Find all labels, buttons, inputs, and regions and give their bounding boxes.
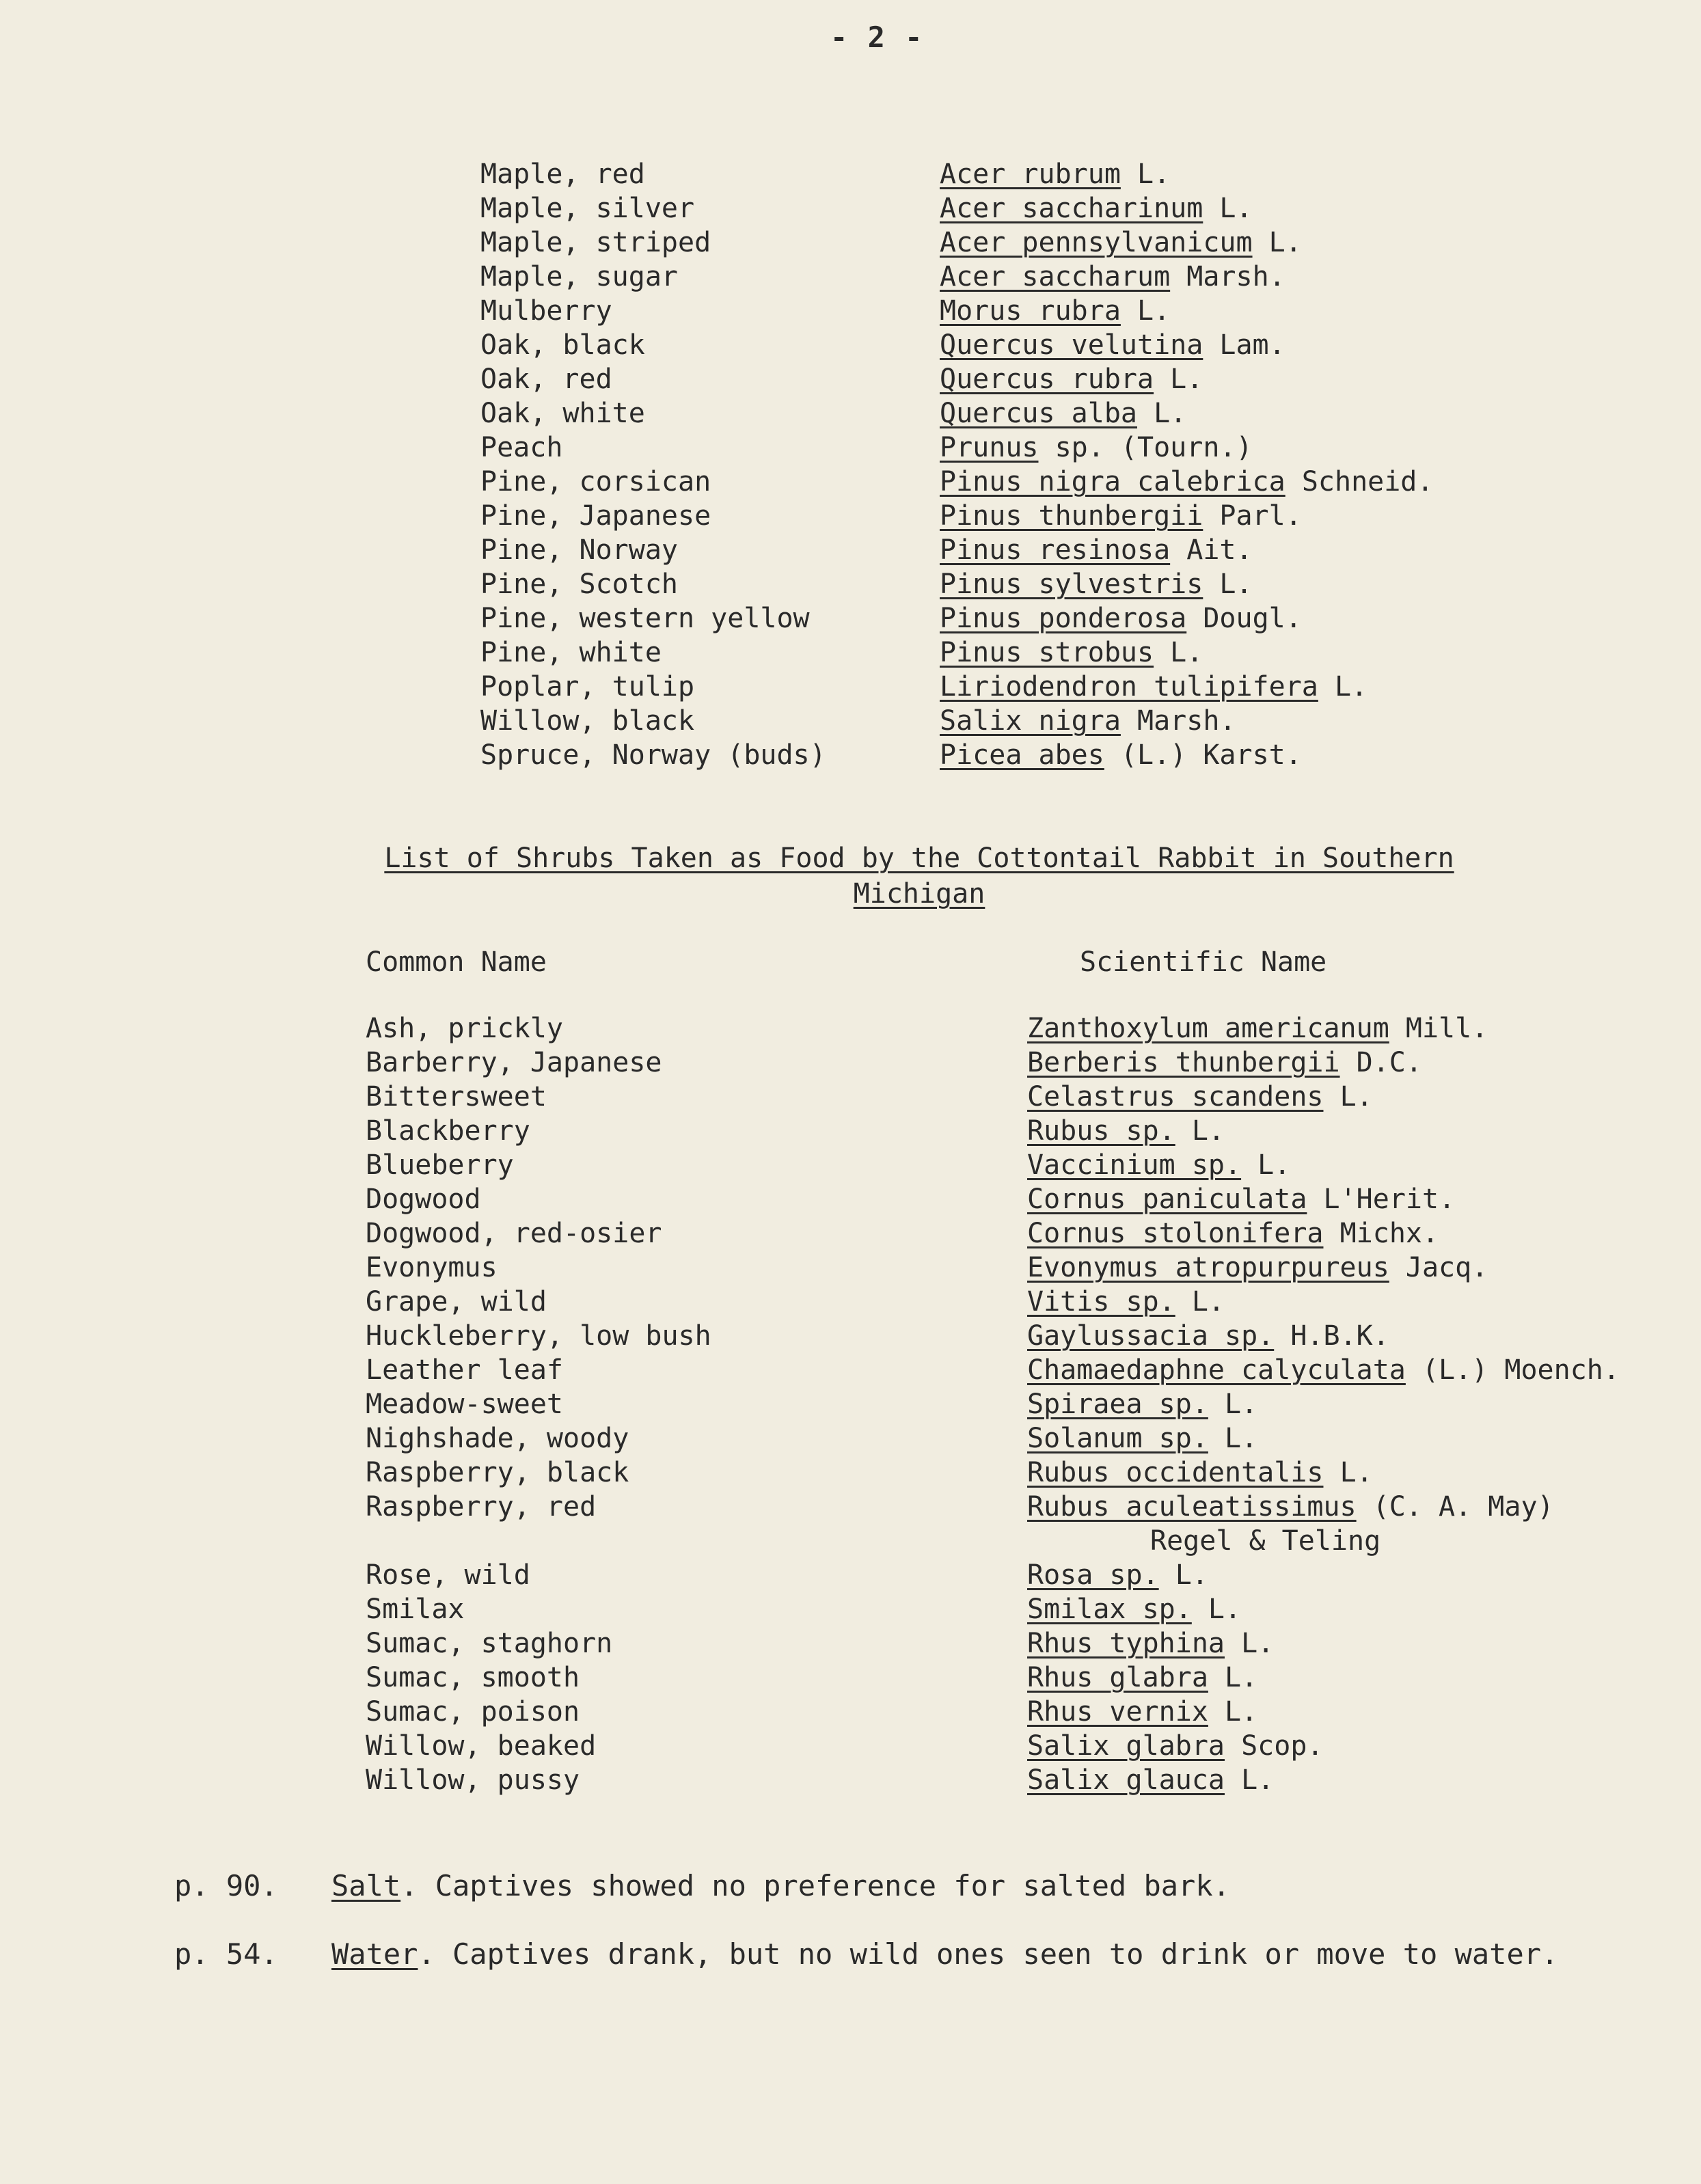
shrub-binomial: Rosa sp. [1027,1559,1159,1591]
tree-binomial: Quercus alba [940,398,1137,429]
tree-authority: (L.) Karst. [1104,739,1302,771]
tree-binomial: Prunus [940,432,1039,463]
shrub-binomial: Spiraea sp. [1027,1389,1208,1420]
tree-authority: Marsh. [1170,261,1285,292]
shrub-scientific-name [1027,1353,1620,1387]
shrub-common-name: Huckleberry, low bush [366,1320,711,1352]
tree-common-name: Pine, western yellow [480,603,810,634]
tree-scientific-name [940,191,1253,226]
shrub-scientific-name [1027,1729,1323,1763]
tree-binomial: Pinus nigra calebrica [940,466,1285,497]
tree-common-name: Poplar, tulip [480,671,695,702]
shrub-authority: L. [1175,1115,1225,1147]
note-topic: Water [331,1937,418,1971]
shrub-common-name: Smilax [366,1594,465,1625]
shrub-scientific-name [1027,1661,1257,1695]
shrub-binomial: Evonymus atropurpureus [1027,1252,1389,1283]
note-item [174,1937,1558,1971]
shrub-scientific-name [1027,1695,1257,1729]
shrub-scientific-name [1027,1011,1488,1046]
tree-common-name: Peach [480,432,563,463]
shrub-binomial: Berberis thunbergii [1027,1047,1340,1078]
shrub-scientific-name [1027,1319,1389,1353]
shrub-common-name: Barberry, Japanese [366,1047,662,1078]
shrub-binomial: Rhus typhina [1027,1628,1225,1659]
tree-authority: Schneid. [1285,466,1434,497]
shrub-common-name: Sumac, smooth [366,1662,580,1693]
shrub-scientific-name [1027,1251,1488,1285]
tree-common-name: Pine, Norway [480,534,678,566]
tree-common-name: Spruce, Norway (buds) [480,739,826,771]
shrub-common-name: Evonymus [366,1252,498,1283]
shrub-binomial: Rhus glabra [1027,1662,1208,1693]
shrub-authority: L. [1323,1457,1373,1488]
tree-authority: L. [1120,295,1171,327]
tree-authority: L. [1252,227,1302,258]
tree-scientific-name [940,499,1302,533]
tree-common-name: Pine, Japanese [480,500,711,532]
tree-binomial: Picea abes [940,739,1104,771]
shrub-scientific-name [1027,1558,1208,1592]
shrub-scientific-name [1027,1421,1257,1456]
shrub-scientific-name [1027,1046,1422,1080]
shrubs-list-title [362,841,1476,912]
shrub-scientific-name [1027,1216,1439,1251]
tree-authority: L. [1318,671,1368,702]
shrub-authority: L. [1158,1559,1208,1591]
shrub-authority: L. [1224,1764,1275,1796]
shrub-scientific-name [1027,1182,1455,1216]
shrub-common-name: Blueberry [366,1149,514,1181]
page-number: - 2 - [830,21,924,54]
tree-authority: L. [1154,637,1203,668]
tree-common-name: Oak, white [480,398,645,429]
tree-binomial: Pinus resinosa [940,534,1171,566]
note-page-ref: p. 54. [174,1937,278,1971]
tree-scientific-name [940,465,1433,499]
shrub-binomial: Salix glauca [1027,1764,1225,1796]
shrub-common-name: Willow, pussy [366,1764,580,1796]
shrub-binomial: Smilax sp. [1027,1594,1192,1625]
shrub-common-name: Sumac, poison [366,1696,580,1728]
tree-binomial: Pinus sylvestris [940,569,1203,600]
shrub-scientific-name [1027,1387,1257,1421]
tree-common-name: Oak, black [480,329,645,361]
tree-authority: L. [1203,569,1253,600]
tree-scientific-name [940,704,1236,738]
note-topic: Salt [331,1869,401,1902]
shrub-authority: Jacq. [1389,1252,1488,1283]
shrub-binomial: Gaylussacia sp. [1027,1320,1275,1352]
shrub-authority: L. [1175,1286,1225,1318]
shrub-common-name: Rose, wild [366,1559,530,1591]
shrub-authority: Mill. [1389,1013,1488,1044]
shrubs-title-line2: Michigan [853,878,985,910]
shrub-common-name: Blackberry [366,1115,530,1147]
shrub-binomial: Salix glabra [1027,1730,1225,1762]
shrub-binomial: Vitis sp. [1027,1286,1175,1318]
tree-authority: sp. (Tourn.) [1038,432,1253,463]
tree-binomial: Pinus strobus [940,637,1154,668]
shrub-binomial: Solanum sp. [1027,1423,1208,1454]
tree-binomial: Acer pennsylvanicum [940,227,1253,258]
shrub-authority: D.C. [1339,1047,1422,1078]
tree-authority: Lam. [1203,329,1285,361]
tree-binomial: Acer rubrum [940,159,1121,190]
tree-authority: L. [1120,159,1171,190]
tree-common-name: Willow, black [480,705,695,737]
tree-binomial: Quercus rubra [940,364,1154,395]
note-item [174,1869,1230,1902]
shrub-authority: Michx. [1323,1218,1439,1249]
tree-scientific-name [940,157,1170,191]
shrub-scientific-name [1027,1148,1290,1182]
tree-authority: Marsh. [1120,705,1236,737]
shrub-scientific-name [1027,1456,1373,1490]
tree-scientific-name [940,738,1302,772]
tree-scientific-name [940,431,1253,465]
shrub-binomial: Vaccinium sp. [1027,1149,1242,1181]
shrub-authority: Scop. [1224,1730,1324,1762]
shrub-binomial: Rubus sp. [1027,1115,1175,1147]
tree-scientific-name [940,294,1170,328]
note-page-ref: p. 90. [174,1869,278,1902]
shrub-authority: H.B.K. [1274,1320,1389,1352]
tree-scientific-name [940,567,1253,601]
shrub-common-name: Dogwood [366,1184,481,1215]
tree-common-name: Mulberry [480,295,612,327]
shrub-binomial: Celastrus scandens [1027,1081,1324,1113]
tree-common-name: Pine, white [480,637,662,668]
shrub-scientific-name [1027,1080,1373,1114]
shrub-scientific-name [1027,1490,1554,1524]
shrub-binomial: Cornus stolonifera [1027,1218,1324,1249]
tree-common-name: Maple, red [480,159,645,190]
tree-authority: L. [1154,364,1203,395]
shrub-scientific-name [1027,1763,1274,1797]
shrub-common-name: Leather leaf [366,1354,563,1386]
shrub-common-name: Willow, beaked [366,1730,597,1762]
shrub-common-name: Meadow-sweet [366,1389,563,1420]
tree-binomial: Pinus ponderosa [940,603,1187,634]
tree-authority: Parl. [1203,500,1302,532]
shrub-binomial: Chamaedaphne calyculata [1027,1354,1406,1386]
shrub-authority: L'Herit. [1307,1184,1456,1215]
shrub-authority: (L.) Moench. [1405,1354,1620,1386]
tree-binomial: Salix nigra [940,705,1121,737]
tree-scientific-name [940,636,1203,670]
shrub-binomial: Zanthoxylum americanum [1027,1013,1389,1044]
shrub-common-name: Raspberry, red [366,1491,597,1523]
tree-scientific-name [940,328,1285,362]
shrub-common-name: Grape, wild [366,1286,547,1318]
tree-binomial: Quercus velutina [940,329,1203,361]
shrub-authority: L. [1224,1628,1275,1659]
shrub-authority: L. [1208,1662,1258,1693]
tree-scientific-name [940,601,1302,636]
tree-common-name: Maple, sugar [480,261,678,292]
tree-common-name: Maple, striped [480,227,711,258]
shrub-scientific-name [1027,1592,1241,1626]
shrub-binomial: Rhus vernix [1027,1696,1208,1728]
tree-common-name: Oak, red [480,364,612,395]
tree-authority: Dougl. [1186,603,1302,634]
tree-scientific-name [940,226,1302,260]
shrub-authority: L. [1208,1423,1258,1454]
tree-scientific-name [940,533,1253,567]
tree-scientific-name [940,396,1186,431]
tree-binomial: Liriodendron tulipifera [940,671,1318,702]
shrub-binomial: Cornus paniculata [1027,1184,1307,1215]
tree-binomial: Acer saccharinum [940,193,1203,224]
shrub-scientific-name [1027,1626,1274,1661]
column-header-common: Common Name [366,946,547,978]
shrub-authority: L. [1191,1594,1242,1625]
tree-binomial: Pinus thunbergii [940,500,1203,532]
tree-binomial: Morus rubra [940,295,1121,327]
tree-common-name: Pine, Scotch [480,569,678,600]
tree-scientific-name [940,362,1203,396]
shrub-common-name: Ash, prickly [366,1013,563,1044]
shrub-authority: L. [1208,1696,1258,1728]
shrub-authority: L. [1241,1149,1291,1181]
tree-authority: L. [1137,398,1187,429]
tree-authority: L. [1203,193,1253,224]
tree-scientific-name [940,670,1367,704]
shrub-scientific-name [1027,1285,1225,1319]
column-header-scientific: Scientific Name [1080,946,1327,978]
tree-common-name: Pine, corsican [480,466,711,497]
note-text: . Captives drank, but no wild ones seen to drink or move to water. [418,1937,1559,1971]
shrub-scientific-name [1027,1114,1225,1148]
shrub-common-name: Bittersweet [366,1081,547,1113]
shrub-authority: Regel & Teling [1150,1525,1381,1557]
shrub-authority: L. [1208,1389,1258,1420]
shrub-common-name: Raspberry, black [366,1457,629,1488]
tree-binomial: Acer saccharum [940,261,1171,292]
shrub-common-name: Nighshade, woody [366,1423,629,1454]
note-text: . Captives showed no preference for salted bark. [400,1869,1230,1902]
shrub-binomial: Rubus aculeatissimus [1027,1491,1357,1523]
shrub-authority: L. [1323,1081,1373,1113]
tree-scientific-name [940,260,1285,294]
shrub-authority: (C. A. May) [1356,1491,1554,1523]
shrub-common-name: Dogwood, red-osier [366,1218,662,1249]
shrub-binomial: Rubus occidentalis [1027,1457,1324,1488]
shrub-scientific-name [1027,1524,1380,1558]
tree-common-name: Maple, silver [480,193,695,224]
tree-authority: Ait. [1170,534,1253,566]
shrubs-title-line1: List of Shrubs Taken as Food by the Cottontail Rabbit in Southern [384,843,1454,874]
shrub-common-name: Sumac, staghorn [366,1628,613,1659]
